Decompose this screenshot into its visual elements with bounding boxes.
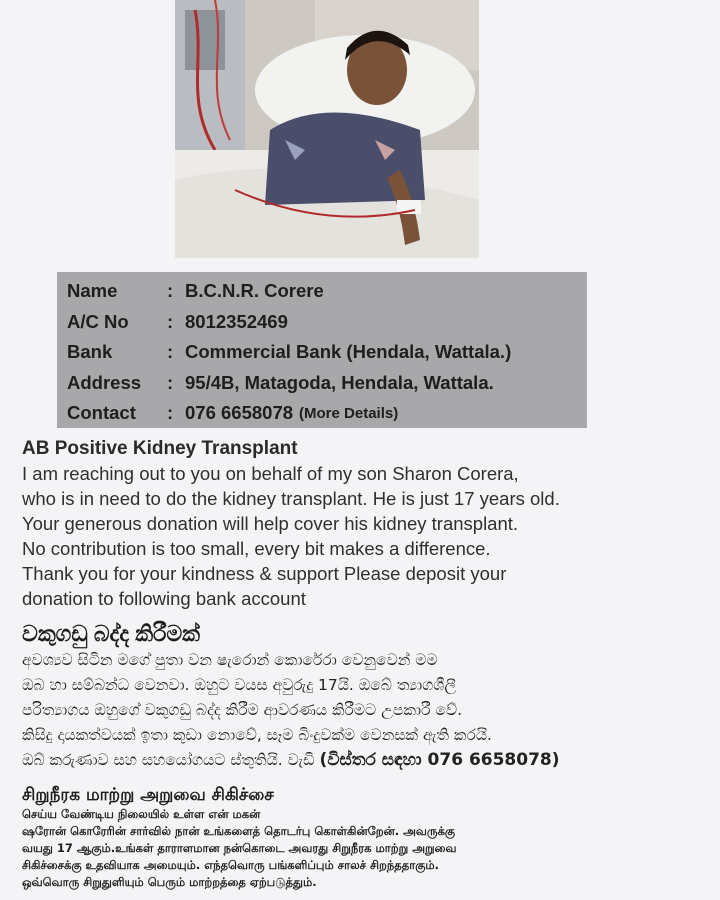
- detail-value: 95/4B, Matagoda, Hendala, Wattala.: [185, 371, 494, 393]
- sinhala-appeal: [22, 620, 712, 773]
- detail-value: 8012352469: [185, 310, 288, 332]
- english-heading: AB Positive Kidney Transplant: [22, 438, 298, 459]
- sinhala-heading: වකුගඩු බද්ද කිරීමක්: [22, 621, 201, 646]
- detail-row-address: [67, 368, 587, 399]
- english-line: Your generous donation will help cover his kidney transplant.: [22, 513, 519, 534]
- detail-row-bank: [67, 337, 587, 368]
- english-line: No contribution is too small, every bit makes a difference.: [22, 538, 491, 559]
- detail-row-name: [67, 276, 587, 307]
- english-appeal: [22, 436, 712, 611]
- tamil-line: ஒவ்வொரு சிறுதுளியும் பெரும் மாற்றத்தை ஏற்படுத்தும்.: [22, 875, 317, 889]
- detail-separator: :: [167, 310, 174, 332]
- tamil-line: வயது 17 ஆகும்.உங்கள் தாராளமான நன்கொடை அவரது சிறுநீரக மாற்று அறுவை: [22, 841, 457, 855]
- detail-value: Commercial Bank (Hendala, Wattala.): [185, 341, 512, 363]
- sinhala-line: පරිත්‍යාගය ඔහුගේ වකුගඩු බද්ද කිරීම ආවරණය කිරීමට උපකාරී වේ.: [22, 701, 463, 719]
- tamil-heading: சிறுநீரக மாற்று அறுவை சிகிச்சை: [22, 785, 274, 805]
- detail-row-account: [67, 307, 587, 338]
- detail-label: A/C No: [67, 310, 129, 332]
- sinhala-contact-note: (විස්තර සඳහා 076 6658078): [319, 750, 560, 770]
- sinhala-last-line: ඔබ් කරුණාව සහ සහයෝගයට ස්තුතියි. වැඩි: [22, 751, 315, 769]
- detail-value: B.C.N.R. Corere: [185, 280, 324, 302]
- tamil-appeal: [22, 784, 712, 891]
- detail-row-contact: [67, 398, 587, 429]
- detail-separator: :: [167, 280, 174, 302]
- sinhala-line: අවශ්‍යව සිටින මගේ පුතා වන ෂැරොන් කොරේරා වෙනුවෙන් මම: [22, 651, 438, 669]
- english-line: I am reaching out to you on behalf of my son Sharon Corera,: [22, 463, 519, 484]
- detail-separator: :: [167, 371, 174, 393]
- detail-label: Contact: [67, 402, 136, 424]
- tamil-line: ஷரோன் கொரேரின் சார்வில் நான் உங்களைத் தொடர்பு கொள்கின்றேன். அவருக்கு: [22, 824, 456, 838]
- english-line: who is in need to do the kidney transplant. He is just 17 years old.: [22, 488, 560, 509]
- detail-separator: :: [167, 402, 174, 424]
- sinhala-line: ඔබ හා සම්බන්ධ වෙනවා. ඔහුට වයස අවුරුදු 17යි. ඔබේ ත්‍යාගශීලී: [22, 676, 457, 694]
- bank-details-panel: [57, 272, 587, 428]
- patient-photo: [175, 0, 479, 258]
- sinhala-line: කිසිදු දායකත්වයක් ඉතා කුඩා නොවේ, සෑම බිංදුවක්ම වෙනසක් ඇති කරයි.: [22, 726, 492, 744]
- tamil-line: செய்ய வேண்டிய நிலையில் உள்ள என் மகன்: [22, 807, 261, 821]
- english-line: donation to following bank account: [22, 588, 306, 609]
- detail-label: Address: [67, 371, 142, 393]
- more-details-note: (More Details): [299, 404, 399, 422]
- detail-separator: :: [167, 341, 174, 363]
- sinhala-line: [22, 748, 712, 773]
- detail-value: 076 6658078: [185, 402, 294, 424]
- detail-label: Name: [67, 280, 118, 302]
- english-line: Thank you for your kindness & support Please deposit your: [22, 563, 507, 584]
- detail-label: Bank: [67, 341, 113, 363]
- tamil-line: சிகிச்சைக்கு உதவியாக அமையும். எந்தவொரு பங்களிப்பும் சாலச் சிறந்ததாகும்.: [22, 858, 440, 872]
